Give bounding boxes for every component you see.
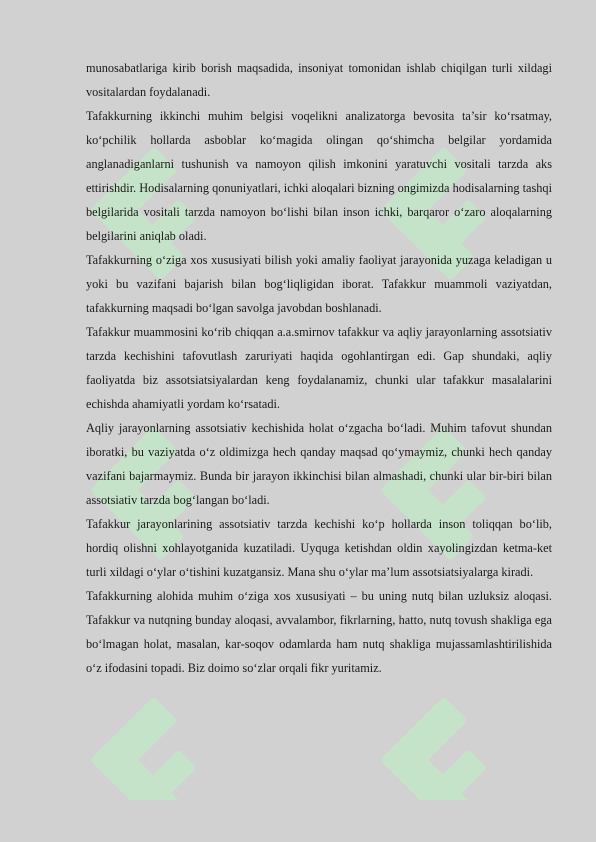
paragraph: Tafakkurning o‘ziga xos xususiyati bilish yoki amaliy faoliyat jarayonida yuzaga keladigan u yoki bu vazifani bajarish bilan bog‘liqligidan iborat. Tafakkur muammoli vaziyatdan, tafakkurning maqsadi bo‘lgan savolga javobdan boshlanadi.: [86, 253, 552, 315]
paragraph: Tafakkurning ikkinchi muhim belgisi voqelikni analizatorga bevosita ta’sir ko‘rsatmay, ko‘pchilik hollarda asboblar ko‘magida olingan qo‘shimcha belgilar yordamida anglanadiganlarni tushunish va namoyon qilish imkonini yaratuvchi vositali tarzda aks ettirishdir. Hodisalarning qonuniyatlari, ichki aloqalari bizning ongimizda hodisalarning tashqi belgilarida vositali tarzda namoyon bo‘lishi bilan inson ichki, barqaror o‘zaro aloqalarning belgilarini aniqlab oladi.: [86, 109, 552, 243]
paragraph: Aqliy jarayonlarning assotsiativ kechishida holat o‘zgacha bo‘ladi. Muhim tafovut shundan iboratki, bu vaziyatda o‘z oldimizga hech qanday maqsad qo‘ymaymiz, chunki hech qanday vazifani bajarmaymiz. Bunda bir jarayon ikkinchisi bilan almashadi, chunki ular bir-biri bilan assotsiativ tarzda bog‘langan bo‘ladi.: [86, 421, 552, 507]
paragraph: Tafakkur muammosini ko‘rib chiqqan a.a.smirnov tafakkur va aqliy jarayonlarning assotsiativ tarzda kechishini tafovutlash zaruriyati haqida ogohlantirgan edi. Gap shundaki, aqliy faoliyatda biz assotsiatsiyalardan keng foydalanamiz, chunki ular tafakkur masalalarini echishda ahamiyatli yordam ko‘rsatadi.: [86, 325, 552, 411]
paragraph: Tafakkurning alohida muhim o‘ziga xos xususiyati – bu uning nutq bilan uzluksiz aloqasi. Tafakkur va nutqning bunday aloqasi, avvalambor, fikrlarning, hatto, nutq tovush shakliga ega bo‘lmagan holat, masalan, kar-soqov odamlarda ham nutq shakliga mujassamlashtirilishida o‘z ifodasini topadi. Biz doimo so‘zlar orqali fikr yuritamiz.: [86, 589, 552, 675]
paragraph: munosabatlariga kirib borish maqsadida, insoniyat tomonidan ishlab chiqilgan turli xildagi vositalardan foydalanadi.: [86, 61, 552, 99]
paragraph: Tafakkur jarayonlarining assotsiativ tarzda kechishi ko‘p hollarda inson toliqqan bo‘lib, hordiq olishni xohlayotganida kuzatiladi. Uyquga ketishdan oldin xayolingizdan ketma-ket turli xildagi o‘ylar o‘tishini kuzatgansiz. Mana shu o‘ylar ma’lum assotsiatsiyalarga kiradi.: [86, 517, 552, 579]
document-body: [86, 56, 552, 680]
